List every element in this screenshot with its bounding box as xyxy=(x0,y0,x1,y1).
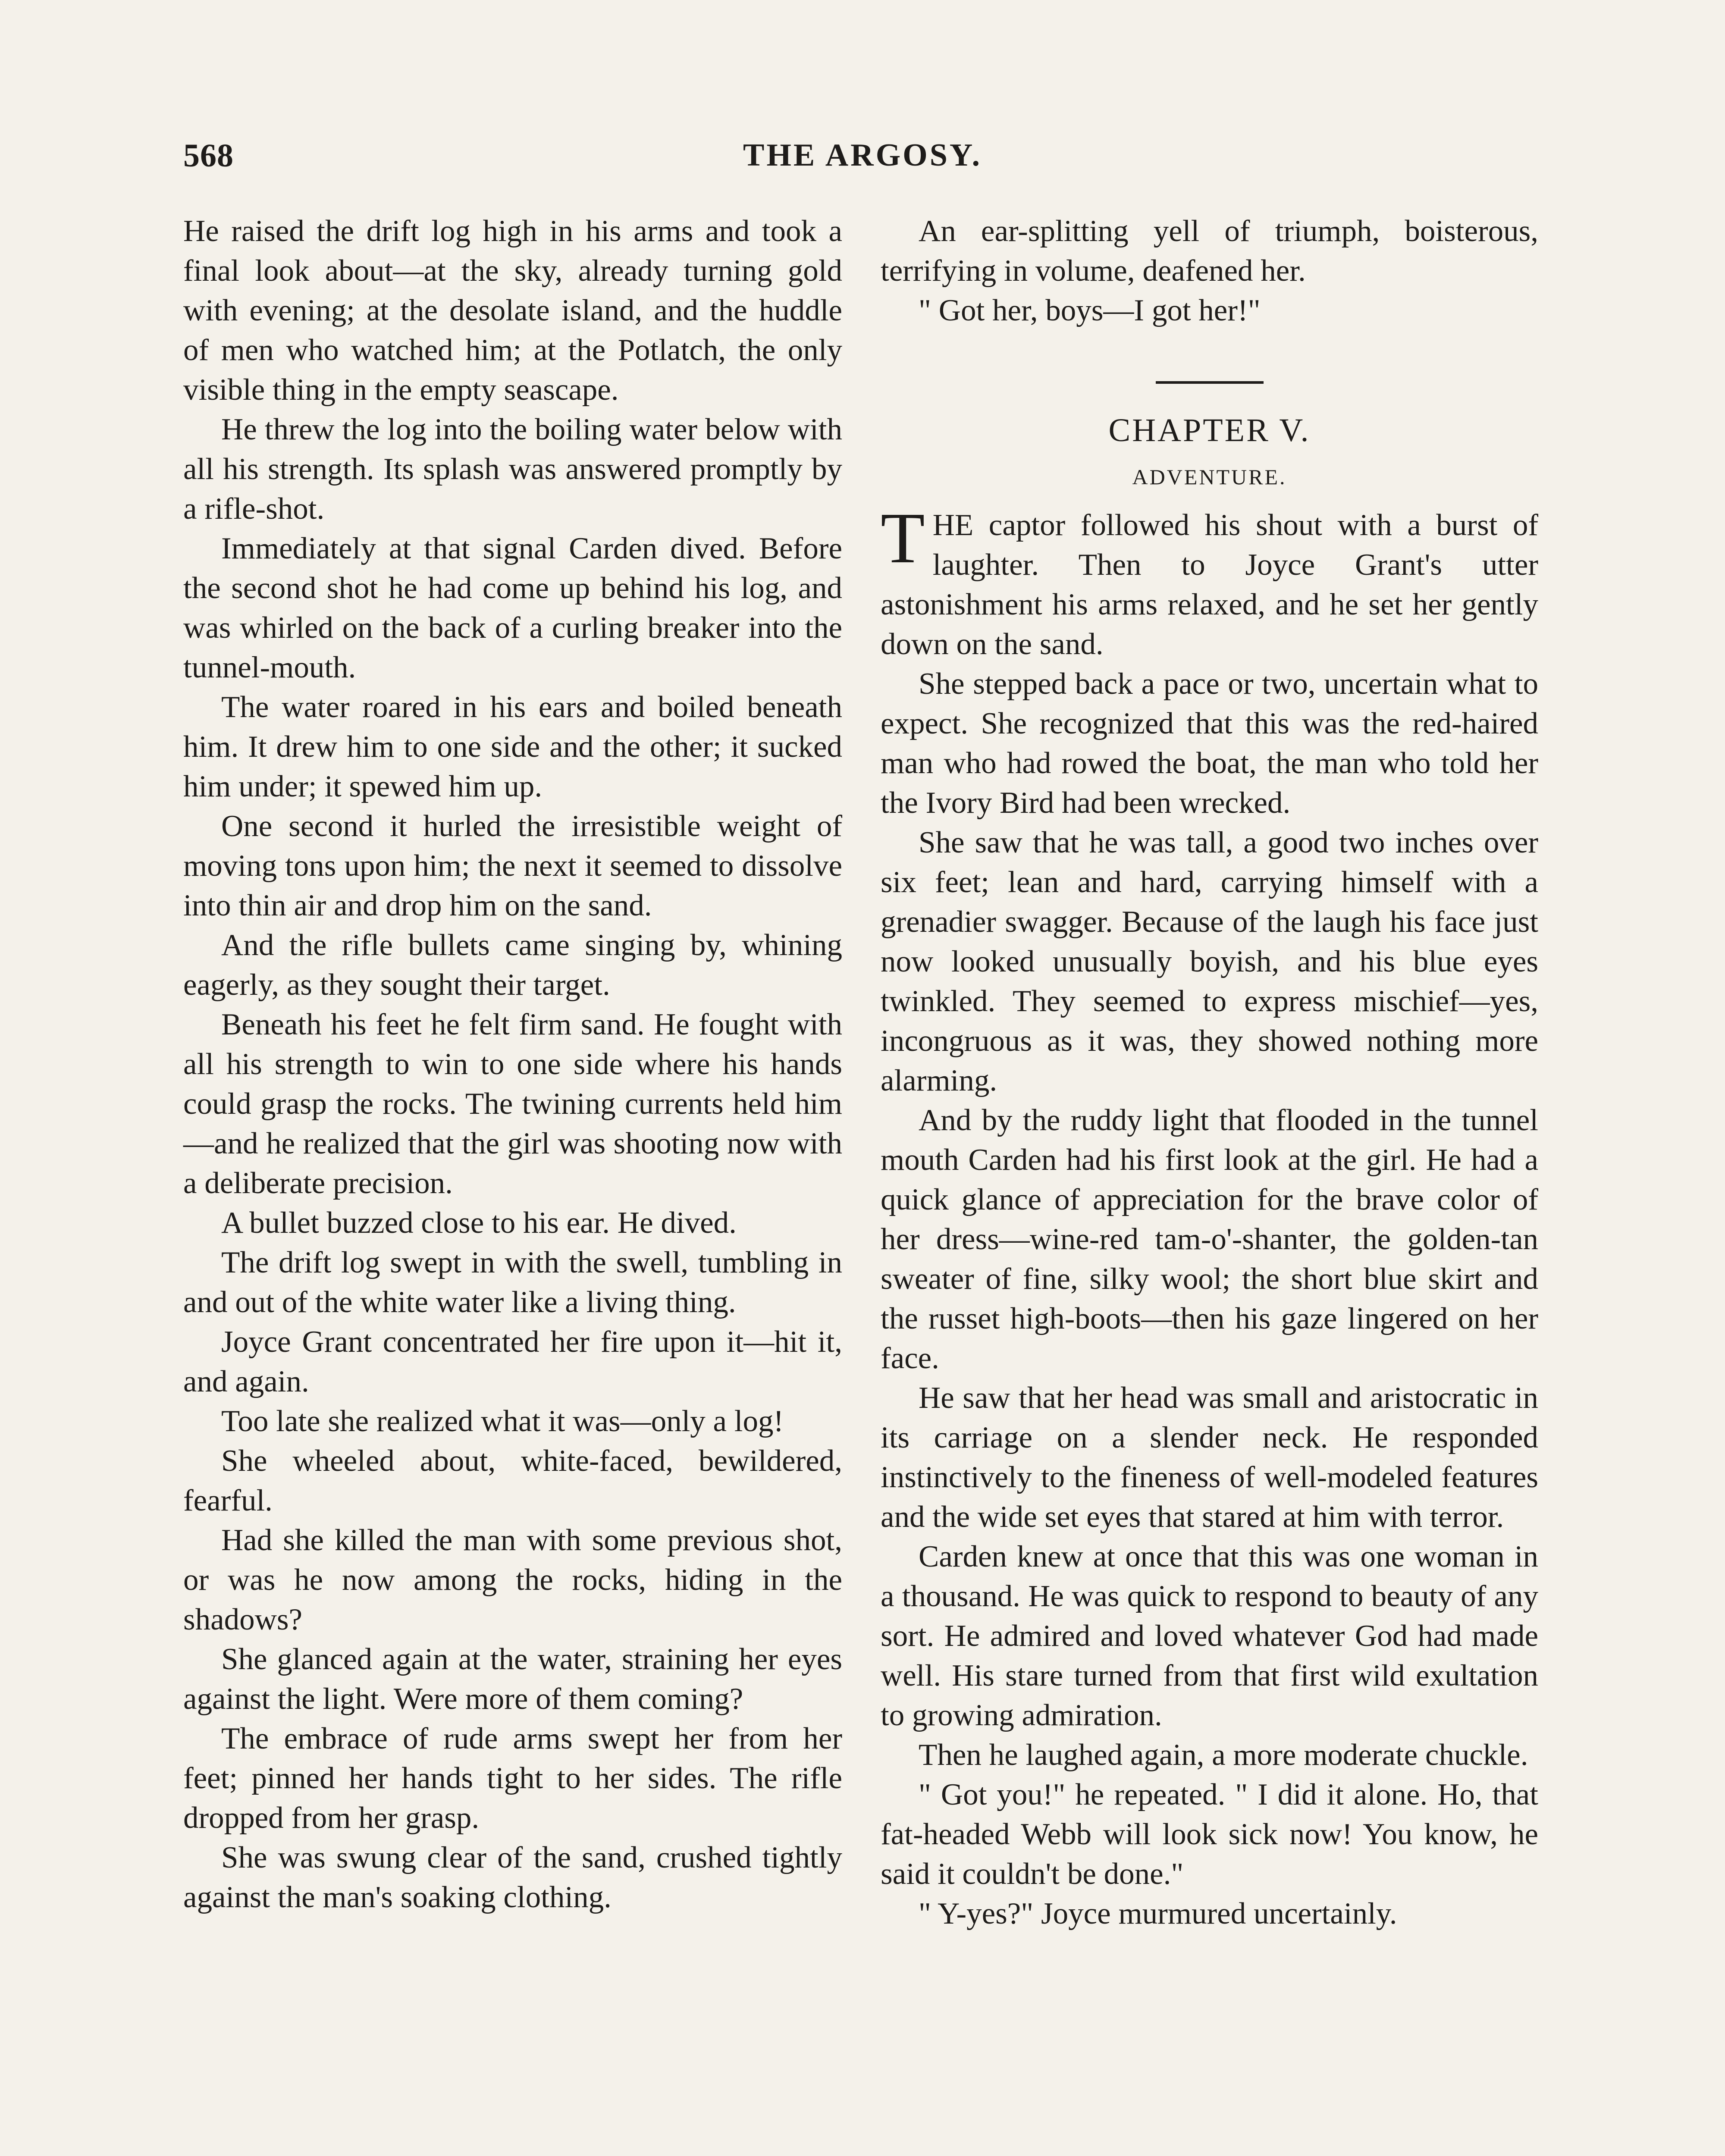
paragraph: Immediately at that signal Carden dived. Before the second shot he had come up behind his log, and was whirled on the back of a curling breaker into the tunnel-mouth. xyxy=(183,532,842,684)
paragraph: She glanced again at the water, straining her eyes against the light. Were more of them coming? xyxy=(183,1642,842,1716)
paragraph: " Got her, boys—I got her!" xyxy=(919,294,1261,327)
chapter-subtitle: ADVENTURE. xyxy=(1132,465,1287,489)
paragraph: The drift log swept in with the swell, tumbling in and out of the white water like a living thing. xyxy=(183,1246,842,1319)
paragraph: Joyce Grant concentrated her fire upon it—hit it, and again. xyxy=(183,1325,842,1398)
page-header xyxy=(183,137,1542,185)
paragraph: The embrace of rude arms swept her from her feet; pinned her hands tight to her sides. The rifle dropped from her grasp. xyxy=(183,1722,842,1835)
paragraph: He raised the drift log high in his arms and took a final look about—at the sky, already turning gold with evening; at the desolate island, and the huddle of men who watched him; at the Potlatch, the only visible thing in the empty seascape. xyxy=(183,214,842,407)
paragraph: One second it hurled the irresistible weight of moving tons upon him; the next it seemed to dissolve into thin air and drop him on the sand. xyxy=(183,809,842,922)
paragraph: She stepped back a pace or two, uncertain what to expect. She recognized that this was the red-haired man who had rowed the boat, the man who told her the Ivory Bird had been wrecked. xyxy=(881,667,1538,820)
paragraph: And the rifle bullets came singing by, whining eagerly, as they sought their target. xyxy=(183,928,842,1002)
page-number: 568 xyxy=(183,138,234,174)
opening-text: HE captor followed his shout with a burst of laughter. Then to Joyce Grant's utter astonishment his arms relaxed, and he set her gently down on the sand. xyxy=(881,508,1538,661)
paragraph: Carden knew at once that this was one woman in a thousand. He was quick to respond to beauty of any sort. He admired and loved whatever God had made well. His stare turned from that first wild exultation to growing admiration. xyxy=(881,1540,1538,1732)
paragraph: She was swung clear of the sand, crushed tightly against the man's soaking clothing. xyxy=(183,1841,842,1914)
drop-cap: T xyxy=(881,498,925,578)
left-column xyxy=(183,211,842,1917)
paragraph: Then he laughed again, a more moderate chuckle. xyxy=(919,1738,1528,1772)
paragraph: She saw that he was tall, a good two inches over six feet; lean and hard, carrying himself with a grenadier swagger. Because of the laugh his face just now looked unusually boyish, and his blue eyes twinkled. They seemed to express mischief—yes, incongruous as it was, they showed nothing more alarming. xyxy=(881,826,1538,1097)
paragraph: Had she killed the man with some previous shot, or was he now among the rocks, hiding in the shadows? xyxy=(183,1523,842,1636)
paragraph: " Y-yes?" Joyce murmured uncertainly. xyxy=(919,1897,1397,1930)
paragraph: The water roared in his ears and boiled beneath him. It drew him to one side and the other; it sucked him under; it spewed him up. xyxy=(183,690,842,803)
paragraph: A bullet buzzed close to his ear. He dived. xyxy=(221,1206,737,1240)
paragraph: An ear-splitting yell of triumph, boisterous, terrifying in volume, deafened her. xyxy=(881,214,1538,288)
chapter-heading: CHAPTER V. xyxy=(1108,412,1311,448)
paragraph: She wheeled about, white-faced, bewildered, fearful. xyxy=(183,1444,842,1517)
paragraph: He threw the log into the boiling water below with all his strength. Its splash was answered promptly by a rifle-shot. xyxy=(183,413,842,526)
paragraph: " Got you!" he repeated. " I did it alone. Ho, that fat-headed Webb will look sick now! You know, he said it couldn't be done." xyxy=(881,1778,1538,1891)
paragraph: Beneath his feet he felt firm sand. He fought with all his strength to win to one side where his hands could grasp the rocks. The twining currents held him—and he realized that the girl was shooting now with a deliberate precision. xyxy=(183,1008,842,1200)
section-divider xyxy=(1156,381,1264,384)
chapter-opening-paragraph xyxy=(881,498,1538,664)
paragraph: He saw that her head was small and aristocratic in its carriage on a slender neck. He responded instinctively to the fineness of well-modeled features and the wide set eyes that stared at him with terror. xyxy=(881,1381,1538,1534)
running-title: THE ARGOSY. xyxy=(743,138,982,173)
paragraph: Too late she realized what it was—only a log! xyxy=(221,1404,784,1438)
right-column xyxy=(881,211,1538,1934)
paragraph: And by the ruddy light that flooded in the tunnel mouth Carden had his first look at the girl. He had a quick glance of appreciation for the brave color of her dress—wine-red tam-o'-shanter, the golden-tan sweater of fine, silky wool; the short blue skirt and the russet high-boots—then his gaze lingered on her face. xyxy=(881,1103,1538,1375)
